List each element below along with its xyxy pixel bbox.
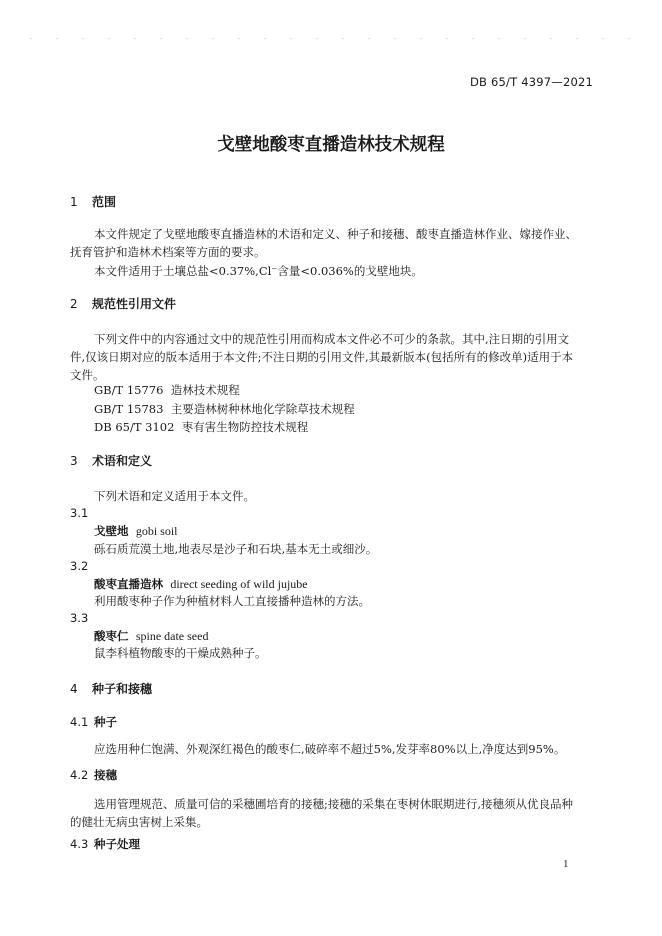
reference-item: [94, 400, 355, 418]
section-number: 1: [70, 195, 78, 209]
reference-code: GB/T 15783: [94, 402, 164, 416]
subsection-number: 4.2: [70, 768, 89, 782]
terms-intro: 下列术语和定义适用于本文件。: [94, 489, 255, 503]
term-en: gobi soil: [135, 524, 178, 538]
section-1-heading: [70, 193, 116, 210]
subsection-title: 种子处理: [94, 837, 140, 851]
subsection-number: 4.1: [70, 715, 89, 729]
section-title: 术语和定义: [92, 454, 153, 468]
reference-code: GB/T 15776: [94, 383, 164, 397]
section-2-heading: [70, 295, 176, 312]
section-number: 3: [70, 454, 78, 468]
term-zh: 戈壁地: [94, 524, 129, 538]
section-number: 2: [70, 297, 78, 311]
reference-code: DB 65/T 3102: [94, 420, 175, 434]
subsection-4-2-heading: [70, 767, 117, 783]
subsection-title: 接穗: [94, 768, 117, 782]
term-definition: 鼠李科植物酸枣的干燥成熟种子。: [94, 646, 267, 660]
document-title: 戈壁地酸枣直播造林技术规程: [217, 135, 445, 155]
section-title: 种子和接穗: [92, 682, 153, 696]
scion-requirement: 选用管理规范、质量可信的采穗圃培育的接穗;接穗的采集在枣树休眠期进行,接穗须从优良品种的健壮无病虫害树上采集。: [70, 797, 574, 829]
term-definition: 利用酸枣种子作为种植材料人工直接播种造林的方法。: [94, 594, 370, 608]
section-title: 范围: [92, 195, 117, 209]
reference-title: 主要造林树种林地化学除草技术规程: [170, 402, 355, 416]
scan-artifact: [30, 38, 630, 39]
subsection-4-3-heading: [70, 836, 140, 852]
subsection-title: 种子: [94, 715, 117, 729]
section-4-heading: [70, 680, 152, 697]
section-title: 规范性引用文件: [92, 297, 177, 311]
scope-applicability: 本文件适用于土壤总盐<0.37%,Cl⁻含量<0.036%的戈壁地块。: [94, 264, 423, 278]
seed-requirement: 应选用种仁饱满、外观深红褐色的酸枣仁,破碎率不超过5%,发芽率80%以上,净度达到95%。: [94, 742, 566, 756]
term-zh: 酸枣仁: [94, 629, 129, 643]
page-number: 1: [563, 858, 569, 870]
subsection-4-1-heading: [70, 714, 117, 730]
reference-title: 造林技术规程: [170, 383, 240, 397]
term-number: 3.3: [70, 611, 89, 625]
section-3-heading: [70, 452, 152, 469]
term-heading: [94, 523, 177, 539]
term-zh: 酸枣直播造林: [94, 577, 163, 591]
scope-paragraph: 本文件规定了戈壁地酸枣直播造林的术语和定义、种子和接穗、酸枣直播造林作业、嫁接作业、抚育管护和造林术档案等方面的要求。: [70, 227, 577, 259]
references-intro: 下列文件中的内容通过文中的规范性引用而构成本文件必不可少的条款。其中,注日期的引用文件,仅该日期对应的版本适用于本文件;不注日期的引用文件,其最新版本(包括所有的修改单)适用于本文件。: [70, 332, 574, 382]
term-en: spine date seed: [135, 629, 209, 643]
term-number: 3.1: [70, 506, 89, 520]
term-number: 3.2: [70, 559, 89, 573]
standard-number: DB 65/T 4397—2021: [470, 75, 594, 89]
term-heading: [94, 628, 208, 644]
reference-item: [94, 381, 240, 399]
term-en: direct seeding of wild jujube: [170, 577, 308, 591]
term-heading: [94, 576, 308, 592]
reference-item: [94, 418, 308, 436]
reference-title: 枣有害生物防控技术规程: [181, 420, 309, 434]
subsection-number: 4.3: [70, 837, 89, 851]
term-definition: 砾石质荒漠土地,地表尽是沙子和石块,基本无土或细沙。: [94, 542, 378, 556]
section-number: 4: [70, 682, 78, 696]
